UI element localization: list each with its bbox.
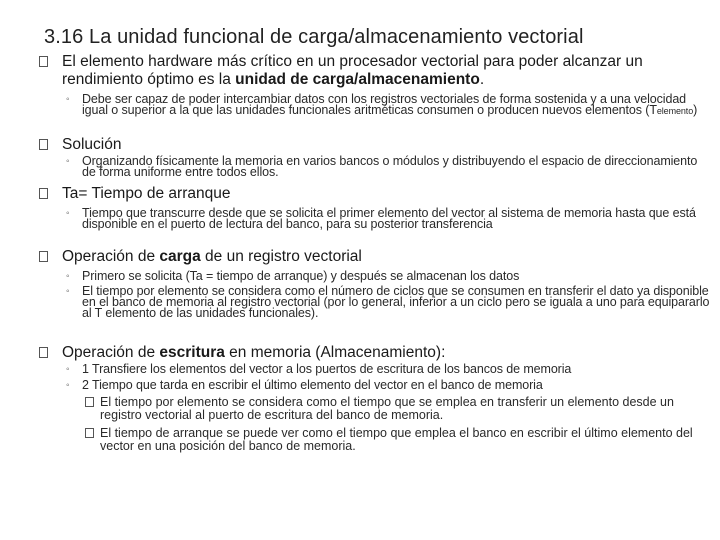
sub-item-tiempo-elemento bbox=[66, 284, 712, 320]
item-text: El elemento hardware más crítico en un procesador vectorial para poder alcanzar un rendimiento óptimo es la bbox=[62, 53, 643, 88]
sub-sub-item-text: El tiempo por elemento se considera como el tiempo que se emplea en transferir un elemento desde un registro vectorial al puerto de escritura del banco de memoria. bbox=[100, 395, 674, 422]
bullet-item-hardware bbox=[62, 53, 702, 89]
circle-bullet-icon: ◦ bbox=[66, 94, 70, 105]
circle-bullet-icon: ◦ bbox=[66, 271, 70, 282]
square-bullet-icon bbox=[39, 347, 48, 358]
item-text-end: de un registro vectorial bbox=[200, 248, 362, 265]
square-bullet-icon bbox=[39, 56, 48, 67]
sub-item-text: Tiempo que transcurre desde que se solicita el primer elemento del vector al sistema de memoria hasta que está disponible en el puerto de lectura del banco, para su posterior transferencia bbox=[82, 206, 696, 231]
item-bold-text: unidad de carga/almacenamiento bbox=[235, 71, 480, 88]
sub-item-tiempo bbox=[66, 206, 712, 231]
sub-item-debe bbox=[66, 92, 712, 117]
sub-item-text: El tiempo por elemento se considera como el número de ciclos que se consumen en transferir el dato ya disponible en el banco de memoria al registro vectorial (por lo general, inferior a un ciclo pero se iguala a uno para equipararlo al T elemento de las unidades funcionales). bbox=[82, 284, 710, 320]
square-bullet-icon bbox=[39, 139, 48, 150]
square-bullet-icon bbox=[39, 251, 48, 262]
square-bullet-icon bbox=[85, 397, 94, 407]
sub-sub-item-tiempo-arranque bbox=[100, 427, 710, 452]
bullet-item-solucion bbox=[62, 136, 702, 154]
circle-bullet-icon: ◦ bbox=[66, 208, 70, 219]
item-text-end: . bbox=[479, 71, 485, 88]
sub-sub-item-tiempo-por-elemento bbox=[100, 396, 710, 421]
bullet-item-escritura bbox=[62, 344, 702, 362]
sub-item-tiempo-tarda bbox=[66, 378, 712, 392]
circle-bullet-icon: ◦ bbox=[66, 380, 70, 391]
sub-item-text-end: ) bbox=[693, 103, 698, 117]
circle-bullet-icon: ◦ bbox=[66, 286, 70, 297]
sub-item-organizando bbox=[66, 154, 712, 179]
square-bullet-icon bbox=[39, 188, 48, 199]
circle-bullet-icon: ◦ bbox=[66, 364, 70, 375]
item-text: Operación de bbox=[62, 248, 160, 265]
sub-item-transfiere bbox=[66, 362, 712, 376]
sub-item-text: Debe ser capaz de poder intercambiar datos con los registros vectoriales de forma sostenida y a una velocidad igual o superior a la que las unidades funcionales aritméticas consumen o producen nuevos elementos (T bbox=[82, 92, 687, 117]
item-text: Solución bbox=[62, 136, 122, 153]
sub-item-text: 1 Transfiere los elementos del vector a los puertos de escritura de los bancos de memoria bbox=[82, 362, 572, 376]
bullet-item-ta bbox=[62, 185, 702, 203]
subscript-text: elemento bbox=[656, 106, 694, 116]
sub-item-text: Organizando físicamente la memoria en varios bancos o módulos y distribuyendo el espacio de direccionamiento de forma uniforme entre todos ellos. bbox=[82, 154, 698, 179]
sub-item-text: Primero se solicita (Ta = tiempo de arranque) y después se almacenan los datos bbox=[82, 269, 520, 283]
slide-title: 3.16 La unidad funcional de carga/almacenamiento vectorial bbox=[44, 26, 584, 48]
item-text: Ta= Tiempo de arranque bbox=[62, 185, 231, 202]
square-bullet-icon bbox=[85, 428, 94, 438]
item-bold-text: carga bbox=[159, 248, 201, 265]
bullet-item-carga bbox=[62, 248, 702, 266]
item-text: Operación de bbox=[62, 344, 160, 361]
item-text-end: en memoria (Almacenamiento): bbox=[224, 344, 446, 361]
sub-item-primero bbox=[66, 269, 712, 283]
sub-item-text: 2 Tiempo que tarda en escribir el último elemento del vector en el banco de memoria bbox=[82, 378, 543, 392]
circle-bullet-icon: ◦ bbox=[66, 156, 70, 167]
item-bold-text: escritura bbox=[159, 344, 225, 361]
sub-sub-item-text: El tiempo de arranque se puede ver como el tiempo que emplea el banco en escribir el último elemento del vector en una posición del banco de memoria. bbox=[100, 426, 693, 453]
